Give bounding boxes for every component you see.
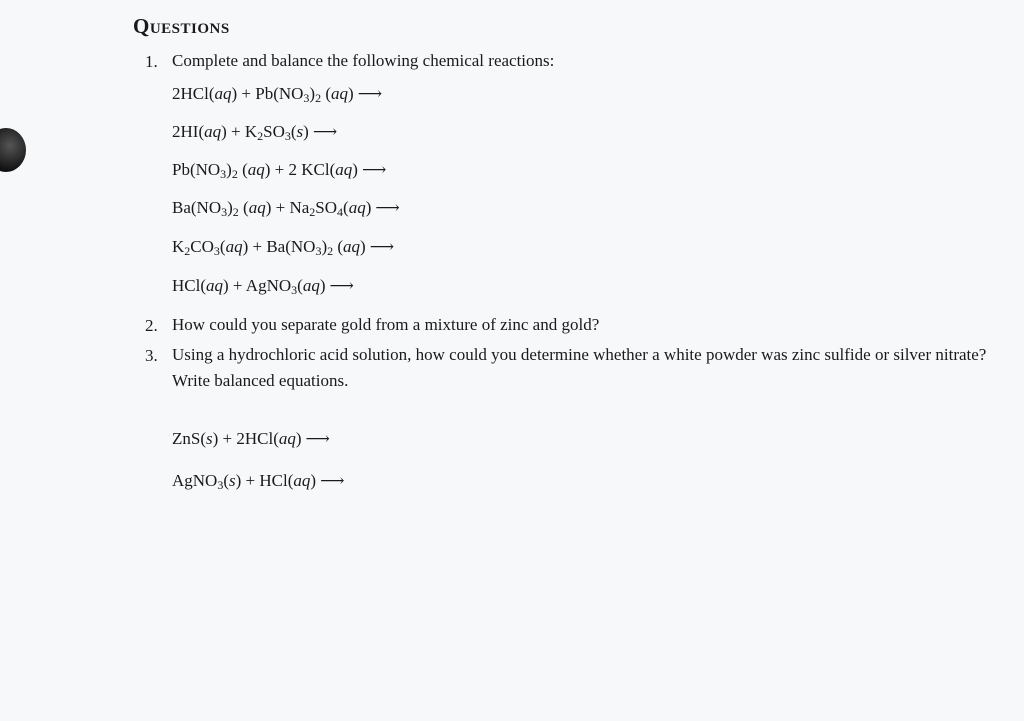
equation-part: ) + AgNO <box>223 276 292 295</box>
chemical-equation <box>172 160 386 180</box>
equation-part: ) <box>319 276 326 295</box>
equation-part: ( <box>238 198 249 217</box>
equation-part: 3 <box>221 205 228 219</box>
equation-part: ( <box>333 237 344 256</box>
equation-part: 2 <box>315 91 322 105</box>
equation-part: aq <box>247 160 265 179</box>
equation-part: 3 <box>220 167 227 181</box>
equation-part: ( <box>219 237 226 256</box>
page-title: Questions <box>133 14 230 38</box>
equation-part: ( <box>290 122 297 141</box>
equation-part: 3 <box>217 478 224 492</box>
equation-part: 2 <box>231 167 238 181</box>
reaction-arrow-icon: ⟶ <box>320 471 345 490</box>
equation-part: ) + 2HCl( <box>212 429 279 448</box>
equation-part: s <box>296 122 304 141</box>
chemical-equation <box>172 471 344 491</box>
equation-part: aq <box>348 198 366 217</box>
punch-hole <box>0 128 26 172</box>
chemical-equation <box>172 198 400 218</box>
equation-part: ( <box>237 160 248 179</box>
equation-part: aq <box>293 471 311 490</box>
equation-part: ) <box>226 160 232 179</box>
equation-part: ) <box>360 237 366 256</box>
equation-part: s <box>206 429 213 448</box>
equation-part: aq <box>214 84 232 103</box>
equation-part: 3 <box>213 244 220 258</box>
equation-part: ) + K <box>221 122 258 141</box>
equation-part: 2 <box>257 129 264 143</box>
equation-part: ) + Pb(NO <box>231 84 304 103</box>
equation-part: ) <box>303 122 309 141</box>
reaction-arrow-icon: ⟶ <box>369 237 395 256</box>
reaction-arrow-icon: ⟶ <box>329 276 354 295</box>
equation-part: ) + 2 KCl( <box>264 160 336 179</box>
equation-part: ) <box>352 160 358 179</box>
question-text: Using a hydrochloric acid solution, how could you determine whether a white powder was zinc sulfide or silver nitrate? Write balanced equations. <box>172 345 987 390</box>
equation-part: 2 <box>327 244 334 258</box>
equation-part: ) <box>309 84 316 103</box>
equation-part: 2 <box>232 205 239 219</box>
equation-part: 2 <box>184 244 191 258</box>
question-number: 3. <box>145 346 158 365</box>
equation-part: ) <box>227 198 233 217</box>
equation-part: ) + HCl( <box>235 471 294 490</box>
equation-part: aq <box>335 160 353 179</box>
equation-part: aq <box>248 198 266 217</box>
equation-part: CO <box>190 237 214 256</box>
equation-part: 3 <box>315 244 322 258</box>
equation-part: ( <box>223 471 230 490</box>
reaction-arrow-icon: ⟶ <box>357 84 383 103</box>
equation-part: aq <box>225 237 243 256</box>
equation-part: 2HI( <box>172 122 205 141</box>
chemical-equation <box>172 429 330 449</box>
equation-part: 3 <box>291 283 298 297</box>
question-number: 2. <box>145 316 158 335</box>
equation-part: 3 <box>303 91 310 105</box>
equation-part: Ba(NO <box>172 198 222 217</box>
equation-part: s <box>229 471 236 490</box>
equation-part: ) + Ba(NO <box>242 237 316 256</box>
reaction-arrow-icon: ⟶ <box>361 160 387 179</box>
equation-part: 2HCl( <box>172 84 215 103</box>
equation-part: 3 <box>284 129 291 143</box>
equation-part: ZnS( <box>172 429 206 448</box>
equation-part: ) <box>310 471 317 490</box>
equation-part: ( <box>321 84 332 103</box>
equation-part: ) <box>348 84 354 103</box>
equation-part: SO <box>263 122 285 141</box>
equation-part: ( <box>297 276 303 295</box>
question-text: Complete and balance the following chemical reactions: <box>172 51 555 70</box>
equation-part: SO <box>315 198 338 217</box>
question-number: 1. <box>145 52 158 71</box>
equation-part: ) <box>321 237 328 256</box>
chemical-equation <box>172 237 394 257</box>
equation-part: AgNO <box>172 471 218 490</box>
equation-part: aq <box>331 84 349 103</box>
reaction-arrow-icon: ⟶ <box>375 198 400 217</box>
reaction-arrow-icon: ⟶ <box>312 122 338 141</box>
equation-part: ( <box>343 198 349 217</box>
equation-part: Pb(NO <box>172 160 221 179</box>
equation-part: aq <box>343 237 361 256</box>
equation-part: ) <box>295 429 302 448</box>
chemical-equation <box>172 276 354 296</box>
chemical-equation <box>172 122 337 142</box>
question-text: How could you separate gold from a mixture of zinc and gold? <box>172 315 600 334</box>
reaction-arrow-icon: ⟶ <box>305 429 330 448</box>
equation-part: 2 <box>309 205 316 219</box>
equation-part: 4 <box>337 205 344 219</box>
equation-part: ) <box>365 198 372 217</box>
chemical-equation <box>172 84 382 104</box>
equation-part: K <box>172 237 185 256</box>
equation-part: aq <box>278 429 296 448</box>
equation-part: aq <box>302 276 320 295</box>
equation-part: HCl( <box>172 276 206 295</box>
equation-part: aq <box>206 276 223 295</box>
equation-part: ) + Na <box>265 198 310 217</box>
equation-part: aq <box>204 122 222 141</box>
